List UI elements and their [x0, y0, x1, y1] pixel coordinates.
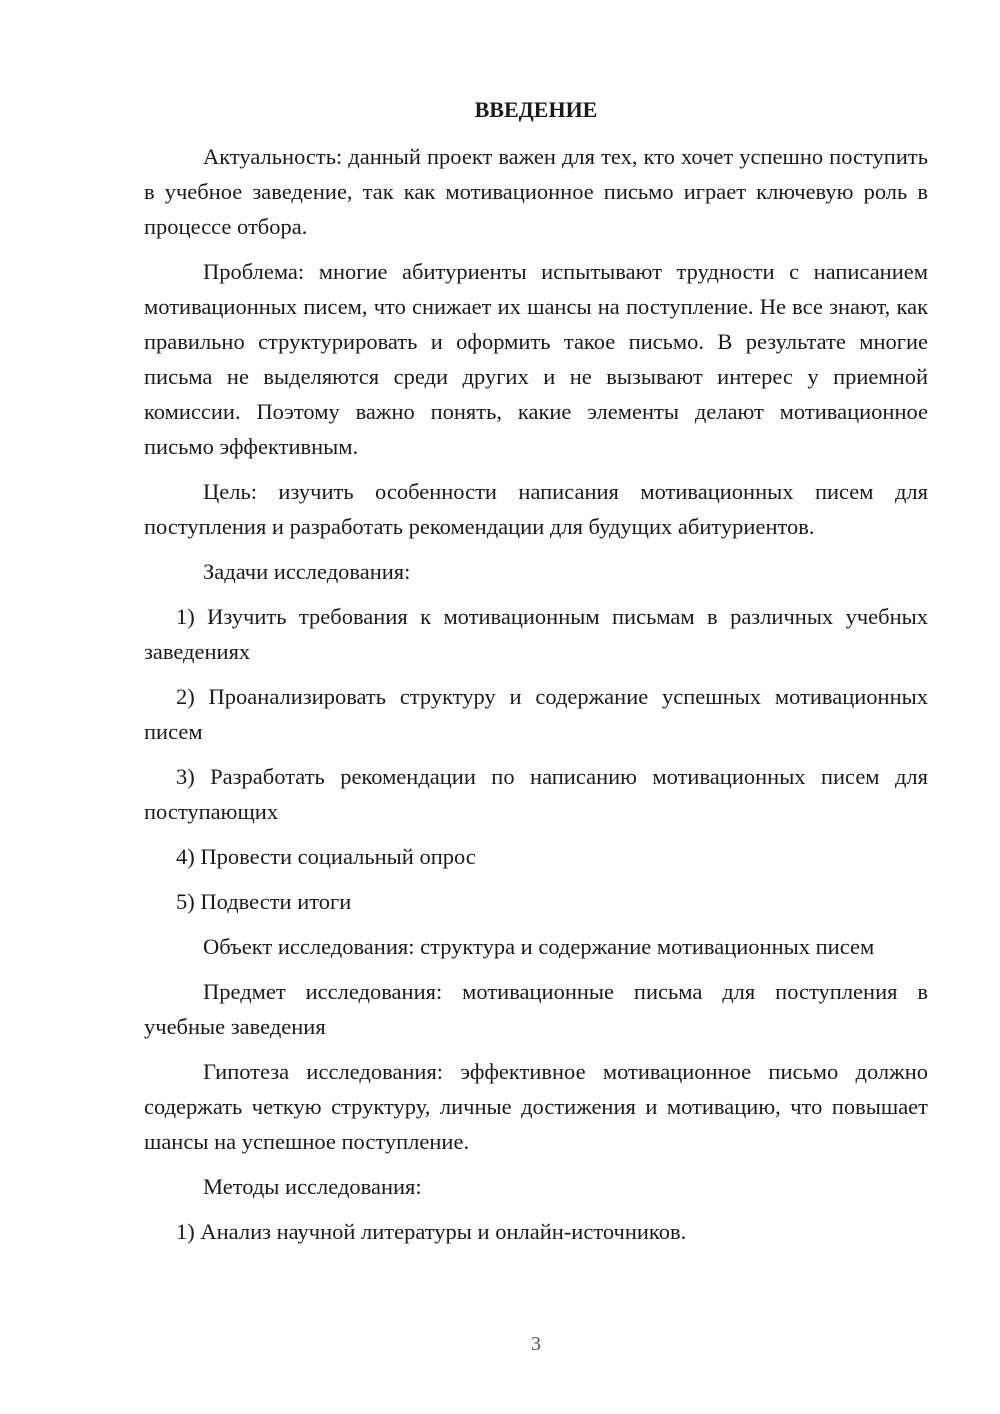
goal-paragraph: Цель: изучить особенности написания мотивационных писем для поступления и разработать рекомендации для будущих абитуриентов.	[144, 479, 928, 539]
section-title: ВВЕДЕНИЕ	[474, 97, 598, 122]
hypothesis-paragraph: Гипотеза исследования: эффективное мотивационное письмо должно содержать четкую структуру, личные достижения и мотивацию, что повышает шансы на успешное поступление.	[144, 1059, 928, 1154]
method-item-1: 1) Анализ научной литературы и онлайн-источников.	[176, 1219, 687, 1244]
relevance-paragraph: Актуальность: данный проект важен для тех, кто хочет успешно поступить в учебное заведение, так как мотивационное письмо играет ключевую роль в процессе отбора.	[144, 144, 928, 239]
problem-paragraph: Проблема: многие абитуриенты испытывают трудности с написанием мотивационных писем, что снижает их шансы на поступление. Не все знают, как правильно структурировать и оформить такое письмо. В результате многие письма не выделяются среди других и не вызывают интерес у приемной комиссии. Поэтому важно понять, какие элементы делают мотивационное письмо эффективным.	[144, 259, 928, 459]
tasks-heading: Задачи исследования:	[203, 559, 411, 584]
task-item-1: 1) Изучить требования к мотивационным письмам в различных учебных заведениях	[144, 604, 928, 664]
task-item-5: 5) Подвести итоги	[176, 889, 352, 914]
page-content	[144, 92, 928, 1259]
page-number: 3	[531, 1333, 541, 1355]
task-item-3: 3) Разработать рекомендации по написанию мотивационных писем для поступающих	[144, 764, 928, 824]
object-paragraph: Объект исследования: структура и содержание мотивационных писем	[203, 934, 875, 959]
methods-heading: Методы исследования:	[203, 1174, 422, 1199]
task-item-2: 2) Проанализировать структуру и содержание успешных мотивационных писем	[144, 684, 928, 744]
task-item-4: 4) Провести социальный опрос	[176, 844, 476, 869]
subject-paragraph: Предмет исследования: мотивационные письма для поступления в учебные заведения	[144, 979, 928, 1039]
